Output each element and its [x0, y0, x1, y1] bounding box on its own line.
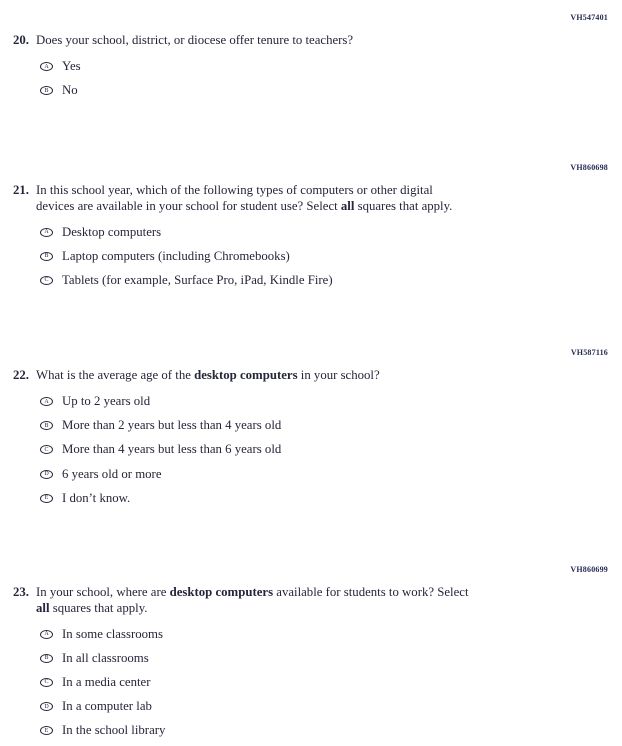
answer-bubble-icon[interactable] — [40, 252, 53, 261]
option-letter: D — [44, 703, 49, 710]
item-code: VH547401 — [570, 13, 608, 22]
option-letter: A — [44, 398, 49, 405]
question-text: Does your school, district, or diocese offer tenure to teachers? — [36, 33, 354, 47]
answer-bubble-icon[interactable] — [40, 62, 53, 71]
question-23-block — [0, 565, 622, 743]
question-number: 21. — [13, 183, 29, 197]
answer-option-label: 6 years old or more — [62, 466, 162, 481]
answer-option[interactable] — [0, 719, 622, 743]
item-code: VH587116 — [570, 348, 608, 357]
answer-bubble-icon[interactable] — [40, 726, 53, 735]
answer-options — [0, 220, 622, 293]
option-letter: A — [44, 631, 49, 638]
answer-option-label: Yes — [62, 59, 81, 74]
answer-bubble-icon[interactable] — [40, 678, 53, 687]
option-letter: E — [44, 727, 49, 734]
option-letter: C — [44, 679, 49, 686]
answer-option[interactable] — [0, 244, 622, 268]
answer-option-label: Up to 2 years old — [62, 394, 151, 409]
answer-option[interactable] — [0, 79, 622, 103]
option-letter: B — [44, 253, 49, 260]
question-23 — [0, 585, 622, 616]
answer-bubble-icon[interactable] — [40, 702, 53, 711]
question-21-block — [0, 163, 622, 293]
answer-bubble-icon[interactable] — [40, 86, 53, 95]
question-21 — [0, 183, 622, 214]
answer-bubble-icon[interactable] — [40, 228, 53, 237]
answer-bubble-icon[interactable] — [40, 630, 53, 639]
option-letter: B — [44, 87, 49, 94]
question-22-block — [0, 348, 622, 510]
option-letter: B — [44, 422, 49, 429]
item-code: VH860698 — [570, 163, 608, 172]
answer-option[interactable] — [0, 670, 622, 694]
question-text: In your school, where are desktop computers available for students to work? Select all squares that apply. — [36, 585, 469, 615]
answer-option[interactable] — [0, 462, 622, 486]
question-number: 20. — [13, 33, 29, 47]
answer-option-label: In a media center — [62, 674, 151, 689]
answer-option-label: In all classrooms — [62, 650, 149, 665]
option-letter: B — [44, 655, 49, 662]
answer-option[interactable] — [0, 695, 622, 719]
answer-option-label: Desktop computers — [62, 224, 162, 239]
answer-bubble-icon[interactable] — [40, 494, 53, 503]
answer-bubble-icon[interactable] — [40, 470, 53, 479]
answer-bubble-icon[interactable] — [40, 445, 53, 454]
answer-option-label: In the school library — [62, 723, 166, 738]
answer-option-label: More than 2 years but less than 4 years old — [62, 418, 282, 433]
option-letter: C — [44, 446, 49, 453]
option-letter: C — [44, 277, 49, 284]
answer-option-label: In a computer lab — [62, 699, 152, 714]
answer-option[interactable] — [0, 438, 622, 462]
question-text: In this school year, which of the following types of computers or other digital devices are available in your school for student use? Select all squares that apply. — [36, 183, 453, 213]
answer-option-label: No — [62, 83, 78, 98]
answer-option[interactable] — [0, 220, 622, 244]
answer-options — [0, 390, 622, 511]
question-22 — [0, 368, 622, 384]
option-letter: E — [44, 495, 49, 502]
answer-options — [0, 622, 622, 743]
item-code: VH860699 — [570, 565, 608, 574]
answer-option[interactable] — [0, 414, 622, 438]
answer-bubble-icon[interactable] — [40, 276, 53, 285]
answer-option-label: Tablets (for example, Surface Pro, iPad, Kindle Fire) — [62, 272, 333, 287]
answer-options — [0, 55, 622, 103]
question-20 — [0, 33, 622, 49]
answer-option-label: More than 4 years but less than 6 years old — [62, 442, 282, 457]
question-number: 22. — [13, 368, 29, 382]
answer-option[interactable] — [0, 622, 622, 646]
option-letter: A — [44, 229, 49, 236]
answer-bubble-icon[interactable] — [40, 421, 53, 430]
answer-option-label: Laptop computers (including Chromebooks) — [62, 248, 290, 263]
option-letter: A — [44, 63, 49, 70]
answer-option-label: In some classrooms — [62, 626, 163, 641]
answer-option[interactable] — [0, 390, 622, 414]
question-number: 23. — [13, 585, 29, 599]
answer-option-label: I don’t know. — [62, 490, 131, 505]
answer-option[interactable] — [0, 268, 622, 292]
question-text: What is the average age of the desktop computers in your school? — [36, 368, 380, 382]
answer-option[interactable] — [0, 646, 622, 670]
question-20-block — [0, 13, 622, 103]
answer-bubble-icon[interactable] — [40, 397, 53, 406]
option-letter: D — [44, 471, 49, 478]
answer-bubble-icon[interactable] — [40, 654, 53, 663]
answer-option[interactable] — [0, 486, 622, 510]
answer-option[interactable] — [0, 55, 622, 79]
